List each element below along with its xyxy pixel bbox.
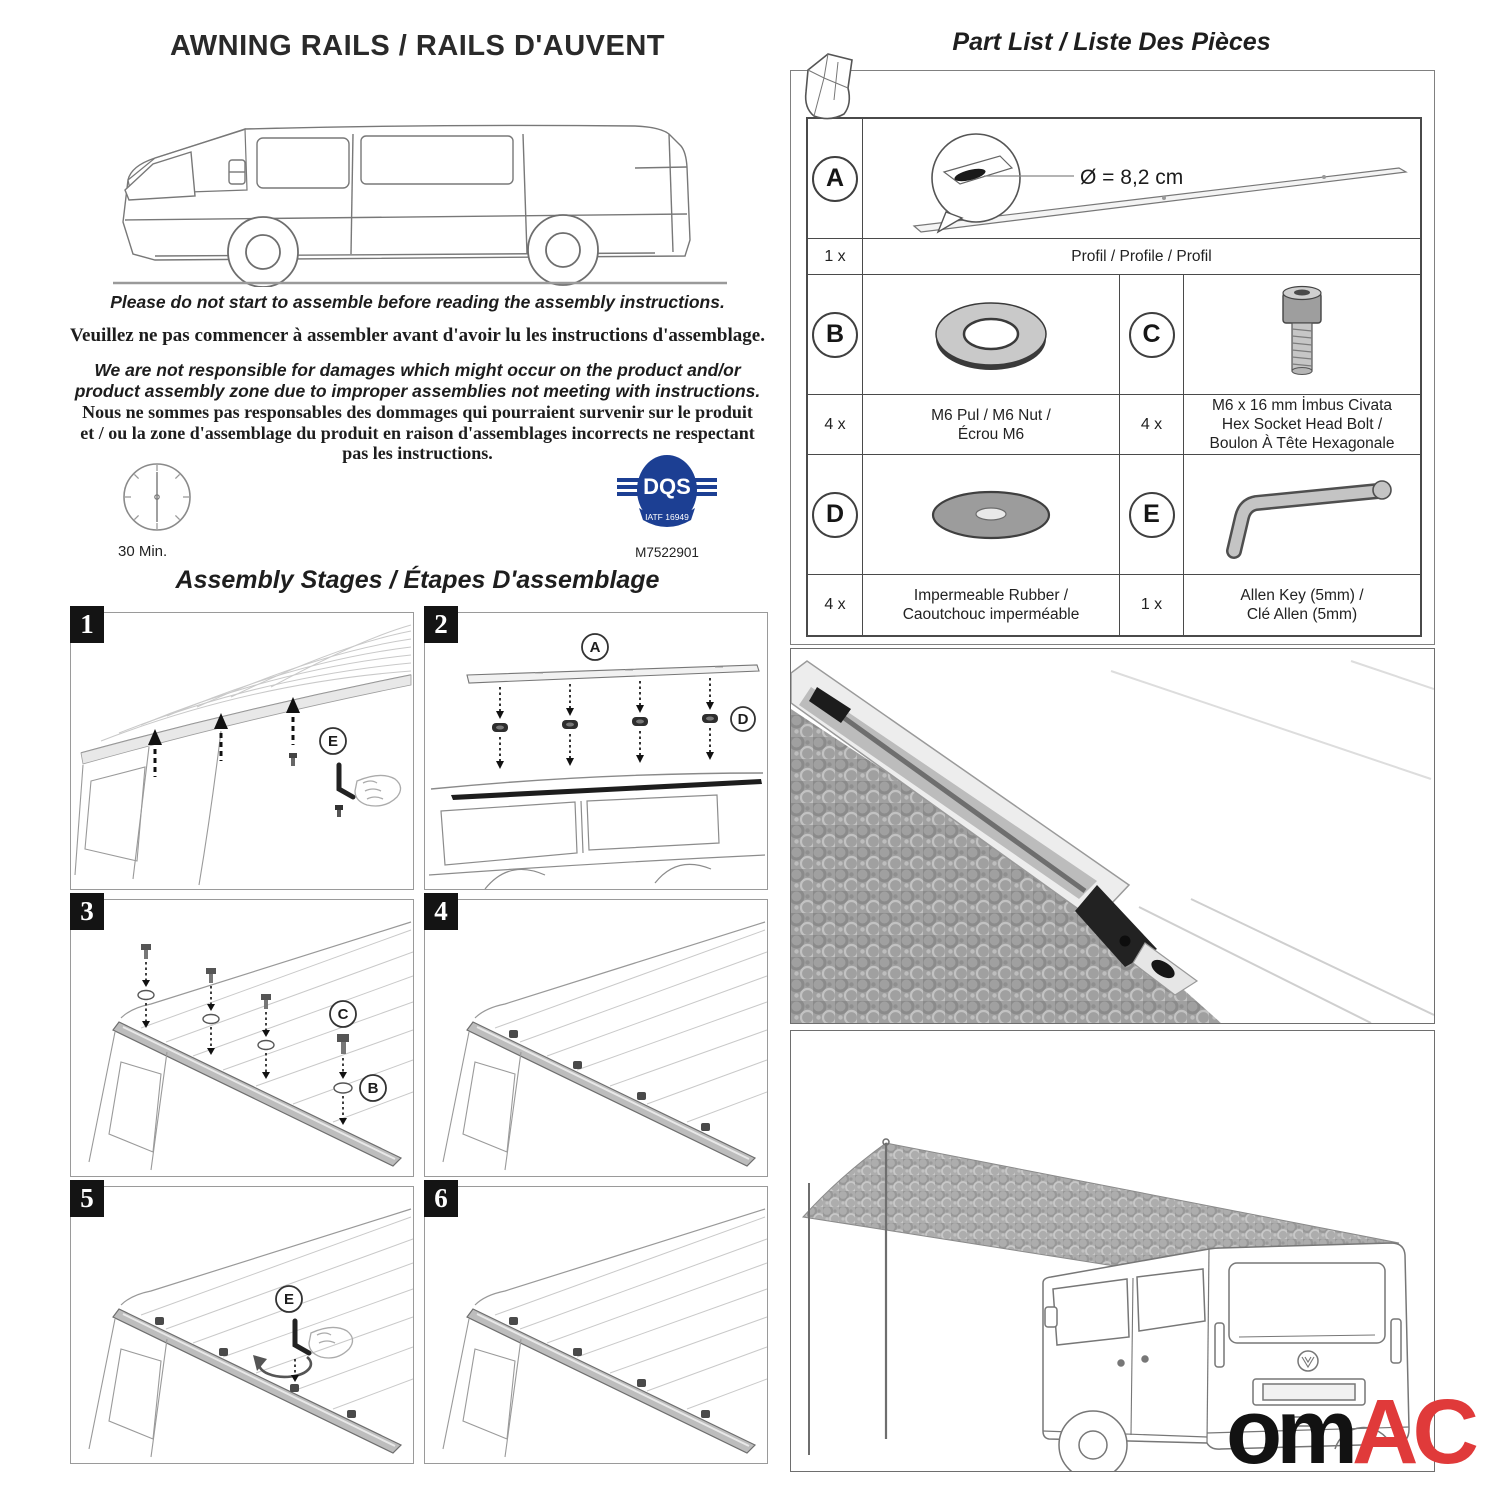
step-5-illustration — [71, 1187, 413, 1463]
svg-text:A: A — [589, 639, 601, 656]
step-number: 5 — [70, 1180, 104, 1217]
dqs-standard: IATF 16949 — [645, 512, 689, 522]
clock-label: 30 Min. — [118, 543, 168, 560]
allen-key-icon — [1192, 459, 1412, 571]
part-b-desc-line2: Écrou M6 — [957, 425, 1025, 443]
rail-detail-panel — [790, 648, 1435, 1024]
part-e-image-cell — [1184, 455, 1420, 575]
svg-text:D: D — [737, 711, 749, 728]
assembly-step-4 — [424, 896, 768, 1177]
step-2-illustration — [425, 613, 767, 889]
part-b-image-cell — [863, 275, 1120, 395]
rubber-washer-icon — [891, 459, 1091, 571]
assembly-time — [112, 458, 202, 560]
omac-logo — [1226, 1381, 1473, 1483]
part-b-letter: B — [812, 312, 858, 358]
part-c-letter: C — [1129, 312, 1175, 358]
part-b-qty: 4 x — [808, 395, 863, 455]
part-d-desc — [863, 575, 1120, 635]
notice-en-1: Please do not start to assemble before reading the assembly instructions. — [110, 292, 725, 312]
dqs-logo-icon — [615, 452, 719, 538]
part-b-label-cell — [808, 275, 863, 395]
diameter-annotation: Ø = 8,2 cm — [1080, 165, 1184, 189]
part-d-desc-line1: Impermeable Rubber / — [913, 587, 1069, 604]
allen-key-icon — [335, 765, 353, 817]
step-6-illustration — [425, 1187, 767, 1463]
step-number: 6 — [424, 1180, 458, 1217]
allen-key-icon — [295, 1321, 309, 1353]
hand-icon — [355, 775, 401, 806]
part-list-table — [806, 117, 1422, 637]
callout-washer — [334, 1083, 352, 1093]
omac-logo-black: om — [1226, 1381, 1352, 1483]
rotate-arrow — [259, 1357, 311, 1377]
assembly-stages-title: Assembly Stages / Étapes D'assemblage — [175, 566, 660, 594]
step-3-illustration — [71, 900, 413, 1176]
part-d-letter: D — [812, 492, 858, 538]
hand-icon — [309, 1327, 353, 1358]
installed-bolts — [155, 1317, 356, 1418]
step-number: 3 — [70, 893, 104, 930]
assembly-step-5 — [70, 1183, 414, 1464]
van-side-illustration — [95, 72, 740, 287]
part-d-image-cell — [863, 455, 1120, 575]
notice-fr-2-line2: et / ou la zone d'assemblage du produit en raison d'assemblages incorrects ne respectant — [80, 422, 755, 443]
svg-text:C: C — [337, 1006, 349, 1023]
svg-text:E: E — [283, 1291, 295, 1308]
step-number: 2 — [424, 606, 458, 643]
rail-profile-icon — [864, 120, 1419, 238]
part-d-qty: 4 x — [808, 575, 863, 635]
part-a-letter: A — [812, 156, 858, 202]
part-d-desc-line2: Caoutchouc imperméable — [902, 606, 1080, 623]
part-e-desc — [1184, 575, 1420, 635]
certification-badge — [612, 452, 722, 560]
certification-number: M7522901 — [635, 545, 699, 560]
step-1-illustration — [71, 613, 413, 889]
part-e-letter: E — [1129, 492, 1175, 538]
hex-bolt-icon — [1242, 279, 1362, 391]
assembly-step-6 — [424, 1183, 768, 1464]
notice-en-2-line2: product assembly zone due to improper assemblies not meeting with instructions. — [74, 381, 761, 401]
callout-bolt — [337, 1034, 349, 1054]
installed-bolts — [509, 1030, 710, 1131]
part-c-desc-line1: M6 x 16 mm İmbus Civata — [1211, 397, 1393, 414]
assembly-step-2 — [424, 609, 768, 890]
page-title: AWNING RAILS / RAILS D'AUVENT — [169, 30, 666, 62]
rail-part — [467, 665, 759, 683]
rubber-pads — [492, 714, 718, 732]
drop-arrows-1 — [496, 678, 714, 719]
parts-bag-icon — [794, 48, 866, 126]
rail-closeup-illustration — [791, 649, 1434, 1023]
part-e-desc-line1: Allen Key (5mm) / — [1240, 587, 1364, 604]
svg-text:B: B — [367, 1080, 379, 1097]
dqs-letters: DQS — [643, 474, 691, 499]
part-c-label-cell — [1120, 275, 1184, 395]
part-d-label-cell — [808, 455, 863, 575]
step-number: 4 — [424, 893, 458, 930]
notice-en-2-line1: We are not responsible for damages which might occur on the product and/or — [94, 360, 741, 380]
part-e-desc-line2: Clé Allen (5mm) — [1246, 606, 1358, 623]
nut-washer-icon — [891, 279, 1091, 391]
step-4-illustration — [425, 900, 767, 1176]
part-c-image-cell — [1184, 275, 1420, 395]
part-b-desc-line1: M6 Pul / M6 Nut / — [931, 406, 1051, 424]
part-e-qty: 1 x — [1120, 575, 1184, 635]
part-a-image-cell — [863, 119, 1420, 239]
svg-text:E: E — [327, 733, 339, 750]
part-c-desc-line3: Boulon À Tête Hexagonale — [1209, 435, 1395, 452]
part-c-desc — [1184, 395, 1420, 455]
step-number: 1 — [70, 606, 104, 643]
part-a-desc: Profil / Profile / Profil — [863, 239, 1420, 275]
notice-en-2 — [65, 360, 770, 402]
assembly-step-3 — [70, 896, 414, 1177]
part-list-title: Part List / Liste Des Pièces — [952, 28, 1271, 56]
notice-fr-2-line1: Nous ne sommes pas responsables des dommages qui pourraient survenir sur le produit — [82, 402, 753, 422]
drop-arrows-2 — [496, 728, 714, 769]
part-a-label-cell — [808, 119, 863, 239]
part-e-label-cell — [1120, 455, 1184, 575]
notice-fr-2-line3: pas les instructions. — [342, 443, 493, 463]
part-a-qty: 1 x — [808, 239, 863, 275]
bolt-glyph — [289, 753, 297, 766]
assembly-step-1 — [70, 609, 414, 890]
part-b-desc — [863, 395, 1120, 455]
part-c-desc-line2: Hex Socket Head Bolt / — [1221, 416, 1383, 433]
clock-icon — [118, 458, 196, 536]
omac-logo-red: AC — [1352, 1381, 1473, 1483]
installed-bolts — [509, 1317, 710, 1418]
notice-fr-1: Veuillez ne pas commencer à assembler avant d'avoir lu les instructions d'assemblage. — [70, 325, 765, 346]
part-c-qty: 4 x — [1120, 395, 1184, 455]
